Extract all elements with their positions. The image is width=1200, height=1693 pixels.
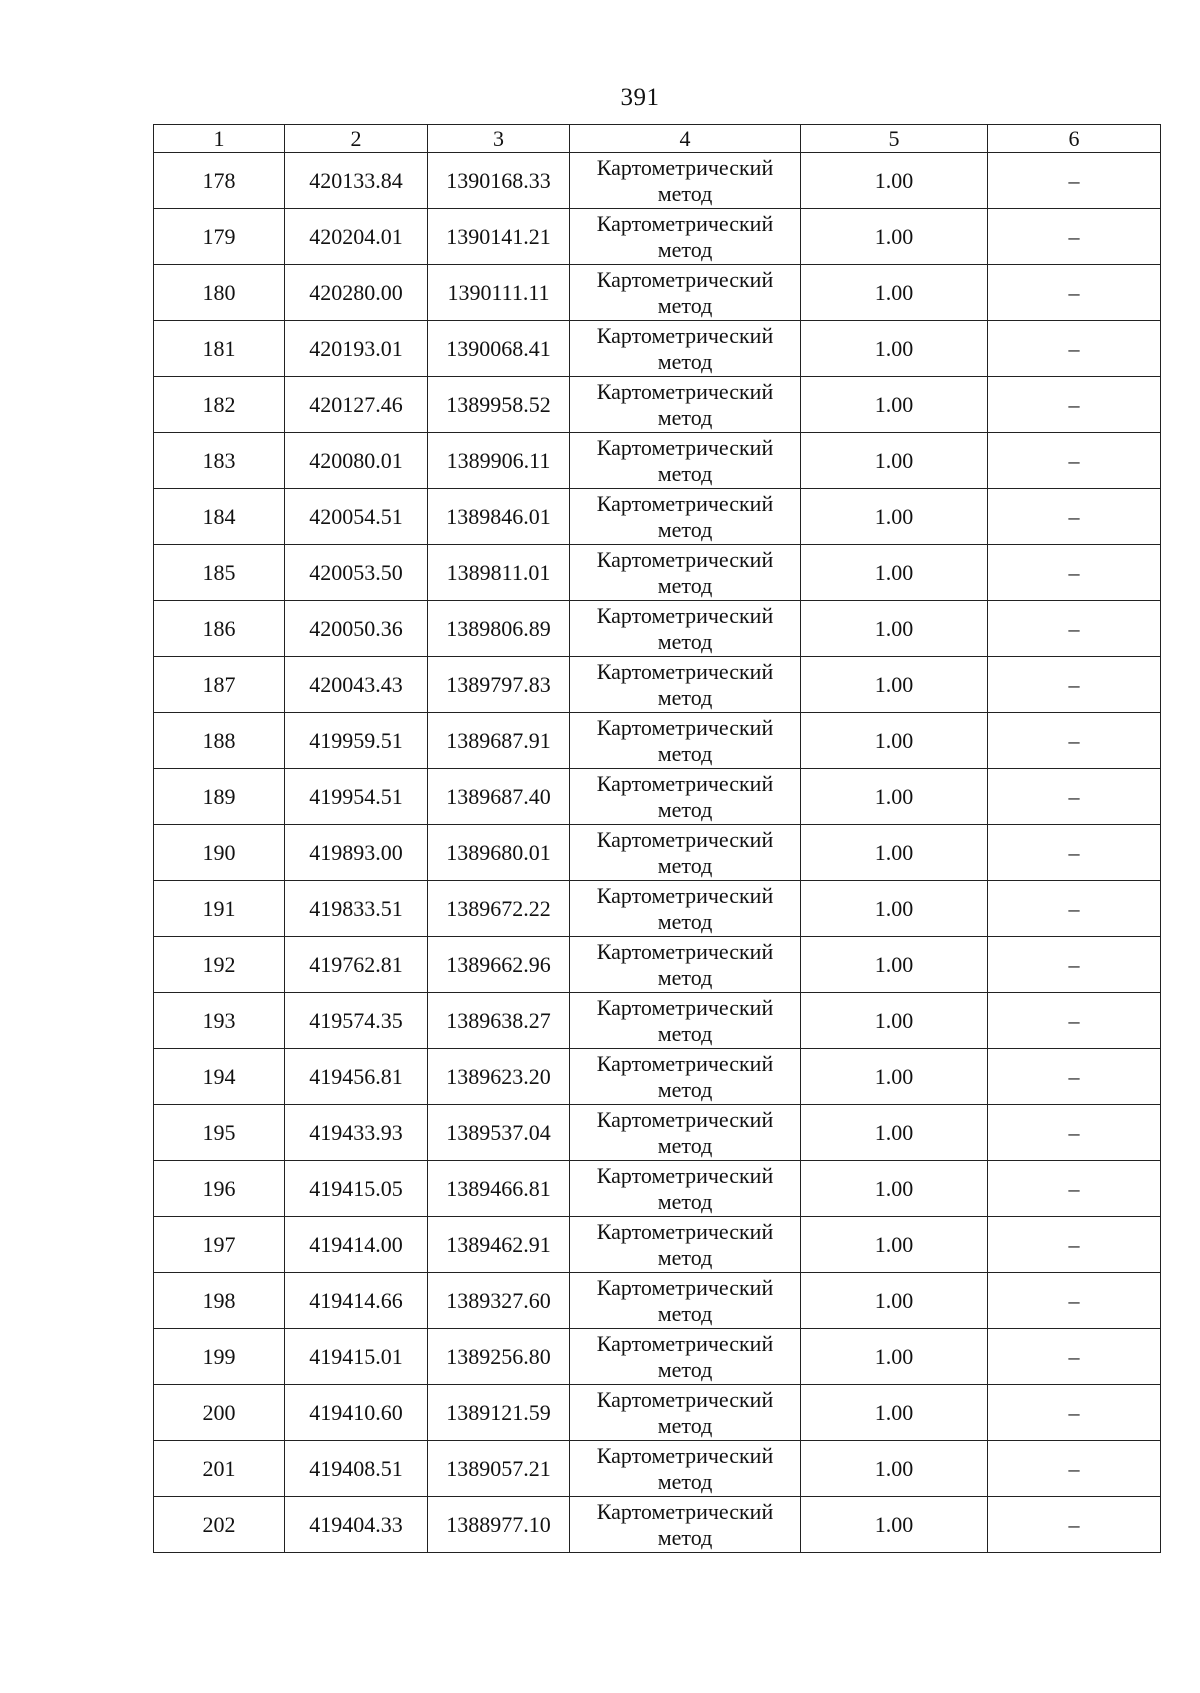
accuracy-cell: 1.00 [801,209,988,265]
y-coordinate-cell: 1389906.11 [428,433,570,489]
table-row [154,433,1161,489]
accuracy-cell: 1.00 [801,657,988,713]
table-row [154,825,1161,881]
table-row [154,1385,1161,1441]
point-number-cell: 200 [154,1385,285,1441]
column-number-row [154,125,1161,153]
x-coordinate-cell: 419433.93 [285,1105,428,1161]
x-coordinate-cell: 420127.46 [285,377,428,433]
accuracy-cell: 1.00 [801,713,988,769]
note-cell: – [988,265,1161,321]
y-coordinate-cell: 1390111.11 [428,265,570,321]
y-coordinate-cell: 1388977.10 [428,1497,570,1553]
point-number-cell: 189 [154,769,285,825]
note-cell: – [988,1441,1161,1497]
note-cell: – [988,825,1161,881]
y-coordinate-cell: 1390168.33 [428,153,570,209]
y-coordinate-cell: 1389623.20 [428,1049,570,1105]
page-number: 391 [620,84,660,111]
note-cell: – [988,993,1161,1049]
method-text: Картометрический метод [596,266,774,318]
method-text: Картометрический метод [596,1442,774,1494]
point-number-cell: 183 [154,433,285,489]
method-text: Картометрический метод [596,1386,774,1438]
x-coordinate-cell: 419574.35 [285,993,428,1049]
method-cell [570,657,801,713]
note-cell: – [988,1273,1161,1329]
method-text: Картометрический метод [596,1106,774,1158]
method-text: Картометрический метод [596,1498,774,1550]
column-header: 1 [154,125,285,153]
coordinates-table [153,124,1161,1553]
point-number-cell: 181 [154,321,285,377]
method-text: Картометрический метод [596,434,774,486]
table-row [154,1049,1161,1105]
method-text: Картометрический метод [596,938,774,990]
y-coordinate-cell: 1389057.21 [428,1441,570,1497]
table-row [154,209,1161,265]
method-cell [570,1217,801,1273]
y-coordinate-cell: 1389466.81 [428,1161,570,1217]
x-coordinate-cell: 420054.51 [285,489,428,545]
method-text: Картометрический метод [596,154,774,206]
table-row [154,489,1161,545]
accuracy-cell: 1.00 [801,881,988,937]
x-coordinate-cell: 420053.50 [285,545,428,601]
y-coordinate-cell: 1390068.41 [428,321,570,377]
method-text: Картометрический метод [596,546,774,598]
method-text: Картометрический метод [596,714,774,766]
y-coordinate-cell: 1390141.21 [428,209,570,265]
accuracy-cell: 1.00 [801,1161,988,1217]
y-coordinate-cell: 1389672.22 [428,881,570,937]
point-number-cell: 180 [154,265,285,321]
method-text: Картометрический метод [596,378,774,430]
note-cell: – [988,1217,1161,1273]
point-number-cell: 182 [154,377,285,433]
point-number-cell: 201 [154,1441,285,1497]
table-row [154,1441,1161,1497]
method-cell [570,1273,801,1329]
column-header: 5 [801,125,988,153]
accuracy-cell: 1.00 [801,1049,988,1105]
method-text: Картометрический метод [596,490,774,542]
accuracy-cell: 1.00 [801,1441,988,1497]
note-cell: – [988,937,1161,993]
note-cell: – [988,713,1161,769]
method-text: Картометрический метод [596,882,774,934]
note-cell: – [988,321,1161,377]
method-cell [570,713,801,769]
table-row [154,1329,1161,1385]
method-cell [570,601,801,657]
table-row [154,1497,1161,1553]
point-number-cell: 178 [154,153,285,209]
table-row [154,1105,1161,1161]
method-cell [570,1329,801,1385]
y-coordinate-cell: 1389121.59 [428,1385,570,1441]
point-number-cell: 194 [154,1049,285,1105]
x-coordinate-cell: 419415.05 [285,1161,428,1217]
column-header: 2 [285,125,428,153]
note-cell: – [988,1385,1161,1441]
note-cell: – [988,1161,1161,1217]
column-header: 6 [988,125,1161,153]
note-cell: – [988,209,1161,265]
method-cell [570,993,801,1049]
x-coordinate-cell: 420204.01 [285,209,428,265]
table-row [154,153,1161,209]
table-row [154,769,1161,825]
method-cell [570,881,801,937]
accuracy-cell: 1.00 [801,1105,988,1161]
y-coordinate-cell: 1389662.96 [428,937,570,993]
point-number-cell: 195 [154,1105,285,1161]
y-coordinate-cell: 1389680.01 [428,825,570,881]
x-coordinate-cell: 419959.51 [285,713,428,769]
note-cell: – [988,153,1161,209]
x-coordinate-cell: 419414.66 [285,1273,428,1329]
method-cell [570,265,801,321]
table-row [154,545,1161,601]
note-cell: – [988,1497,1161,1553]
note-cell: – [988,769,1161,825]
x-coordinate-cell: 420193.01 [285,321,428,377]
y-coordinate-cell: 1389811.01 [428,545,570,601]
method-cell [570,1161,801,1217]
accuracy-cell: 1.00 [801,265,988,321]
method-cell [570,153,801,209]
method-cell [570,321,801,377]
x-coordinate-cell: 419893.00 [285,825,428,881]
method-cell [570,769,801,825]
point-number-cell: 191 [154,881,285,937]
method-text: Картометрический метод [596,1162,774,1214]
accuracy-cell: 1.00 [801,489,988,545]
method-cell [570,825,801,881]
accuracy-cell: 1.00 [801,321,988,377]
accuracy-cell: 1.00 [801,1273,988,1329]
accuracy-cell: 1.00 [801,1329,988,1385]
method-cell [570,209,801,265]
note-cell: – [988,657,1161,713]
y-coordinate-cell: 1389687.40 [428,769,570,825]
x-coordinate-cell: 420080.01 [285,433,428,489]
y-coordinate-cell: 1389846.01 [428,489,570,545]
x-coordinate-cell: 420280.00 [285,265,428,321]
column-header: 4 [570,125,801,153]
method-cell [570,1385,801,1441]
accuracy-cell: 1.00 [801,993,988,1049]
method-cell [570,377,801,433]
method-text: Картометрический метод [596,770,774,822]
x-coordinate-cell: 420133.84 [285,153,428,209]
table-row [154,713,1161,769]
accuracy-cell: 1.00 [801,1497,988,1553]
method-text: Картометрический метод [596,1274,774,1326]
point-number-cell: 197 [154,1217,285,1273]
x-coordinate-cell: 420043.43 [285,657,428,713]
accuracy-cell: 1.00 [801,1217,988,1273]
y-coordinate-cell: 1389256.80 [428,1329,570,1385]
method-cell [570,1497,801,1553]
point-number-cell: 202 [154,1497,285,1553]
x-coordinate-cell: 419456.81 [285,1049,428,1105]
note-cell: – [988,881,1161,937]
method-cell [570,937,801,993]
point-number-cell: 198 [154,1273,285,1329]
y-coordinate-cell: 1389327.60 [428,1273,570,1329]
x-coordinate-cell: 419415.01 [285,1329,428,1385]
table-row [154,1273,1161,1329]
note-cell: – [988,1105,1161,1161]
x-coordinate-cell: 420050.36 [285,601,428,657]
table-row [154,601,1161,657]
method-text: Картометрический метод [596,1330,774,1382]
point-number-cell: 199 [154,1329,285,1385]
accuracy-cell: 1.00 [801,545,988,601]
table-row [154,1217,1161,1273]
note-cell: – [988,601,1161,657]
method-text: Картометрический метод [596,1218,774,1270]
point-number-cell: 196 [154,1161,285,1217]
table-row [154,657,1161,713]
x-coordinate-cell: 419414.00 [285,1217,428,1273]
method-text: Картометрический метод [596,658,774,710]
y-coordinate-cell: 1389462.91 [428,1217,570,1273]
x-coordinate-cell: 419404.33 [285,1497,428,1553]
method-text: Картометрический метод [596,602,774,654]
x-coordinate-cell: 419954.51 [285,769,428,825]
point-number-cell: 184 [154,489,285,545]
y-coordinate-cell: 1389958.52 [428,377,570,433]
point-number-cell: 193 [154,993,285,1049]
method-cell [570,433,801,489]
accuracy-cell: 1.00 [801,769,988,825]
method-cell [570,1105,801,1161]
accuracy-cell: 1.00 [801,377,988,433]
point-number-cell: 187 [154,657,285,713]
y-coordinate-cell: 1389687.91 [428,713,570,769]
point-number-cell: 192 [154,937,285,993]
note-cell: – [988,433,1161,489]
point-number-cell: 185 [154,545,285,601]
y-coordinate-cell: 1389638.27 [428,993,570,1049]
method-cell [570,1049,801,1105]
method-text: Картометрический метод [596,826,774,878]
point-number-cell: 190 [154,825,285,881]
y-coordinate-cell: 1389537.04 [428,1105,570,1161]
point-number-cell: 188 [154,713,285,769]
table-row [154,937,1161,993]
table-row [154,993,1161,1049]
table-body [154,153,1161,1553]
accuracy-cell: 1.00 [801,433,988,489]
accuracy-cell: 1.00 [801,937,988,993]
x-coordinate-cell: 419833.51 [285,881,428,937]
method-text: Картометрический метод [596,994,774,1046]
method-text: Картометрический метод [596,210,774,262]
x-coordinate-cell: 419410.60 [285,1385,428,1441]
accuracy-cell: 1.00 [801,601,988,657]
note-cell: – [988,1049,1161,1105]
table-row [154,377,1161,433]
point-number-cell: 186 [154,601,285,657]
accuracy-cell: 1.00 [801,825,988,881]
method-cell [570,545,801,601]
x-coordinate-cell: 419408.51 [285,1441,428,1497]
table-row [154,265,1161,321]
column-header: 3 [428,125,570,153]
method-text: Картометрический метод [596,322,774,374]
table-row [154,881,1161,937]
note-cell: – [988,1329,1161,1385]
point-number-cell: 179 [154,209,285,265]
note-cell: – [988,545,1161,601]
method-cell [570,489,801,545]
accuracy-cell: 1.00 [801,1385,988,1441]
note-cell: – [988,377,1161,433]
x-coordinate-cell: 419762.81 [285,937,428,993]
method-cell [570,1441,801,1497]
y-coordinate-cell: 1389806.89 [428,601,570,657]
y-coordinate-cell: 1389797.83 [428,657,570,713]
method-text: Картометрический метод [596,1050,774,1102]
note-cell: – [988,489,1161,545]
table-row [154,321,1161,377]
table-row [154,1161,1161,1217]
accuracy-cell: 1.00 [801,153,988,209]
